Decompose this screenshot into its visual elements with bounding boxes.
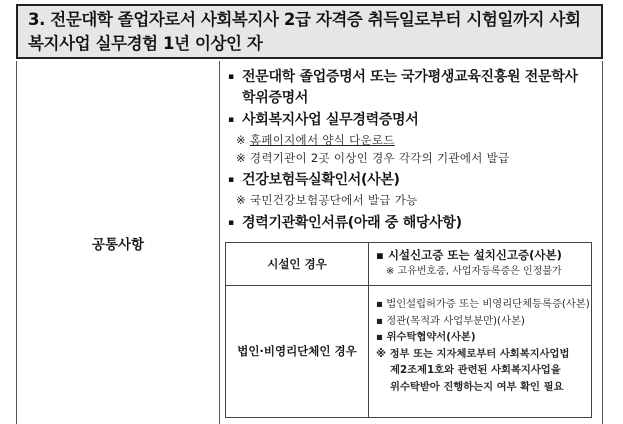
bullet-mark: ▪ (228, 72, 234, 82)
row-content: ▪ 법인설립허가증 또는 비영리단체등록증(사본) ▪ 정관(목적과 사업부분만)(사본) ▪ 위수탁협약서(사본) ※ 정부 또는 지자체로부터 사회복지사업법 제2조제1호와 관련된 사회복지사업을 위수탁받아 진행하는지 여부 확인 필요 (376, 298, 590, 393)
category-label: 공통사항 (91, 236, 145, 253)
bullet-mark: ▪ (228, 175, 234, 185)
section-title-line1: 3. 전문대학 졸업자로서 사회복지사 2급 자격증 취득일로부터 시험일까지 사회 (28, 10, 581, 29)
bullet-mark: ▪ (228, 218, 234, 228)
table-row (226, 243, 591, 286)
item-text: 사회복지사업 실무경력증명서 (242, 112, 419, 128)
requirements-table (16, 61, 603, 424)
documents-cell (220, 61, 602, 424)
note-line: ※ 경력기관이 2곳 이상인 경우 각각의 기관에서 발급 (236, 151, 510, 165)
category-cell (17, 61, 220, 424)
note-line: ※ 국민건강보험공단에서 발급 가능 (236, 193, 418, 207)
list-item (228, 67, 578, 109)
row-label: 법인·비영리단체인 경우 (226, 285, 369, 417)
download-link[interactable]: 홈페이지에서 양식 다운로드 (249, 133, 395, 147)
note-line: ※ 홈페이지에서 양식 다운로드 (236, 133, 395, 147)
section-title-line2: 복지사업 실무경험 1년 이상인 자 (28, 34, 263, 53)
table-row (226, 285, 591, 417)
row-label: 시설인 경우 (226, 243, 369, 285)
item-text: 경력기관확인서류(아래 중 해당사항) (242, 215, 462, 231)
bullet-mark: ▪ (228, 115, 234, 125)
list-item (228, 170, 400, 191)
item-text: 전문대학 졸업증명서 또는 국가평생교육진흥원 전문학사 (242, 69, 578, 85)
section-header (16, 4, 603, 59)
list-item (228, 213, 462, 234)
item-text: 건강보험득실확인서(사본) (242, 172, 400, 188)
row-content: ▪ 시설신고증 또는 설치신고증(사본) ※ 고유번호증, 사업자등록증은 인정불가 (376, 248, 562, 277)
institution-type-table (225, 242, 592, 418)
item-text-cont: 학위증명서 (242, 90, 309, 106)
list-item (228, 110, 419, 131)
